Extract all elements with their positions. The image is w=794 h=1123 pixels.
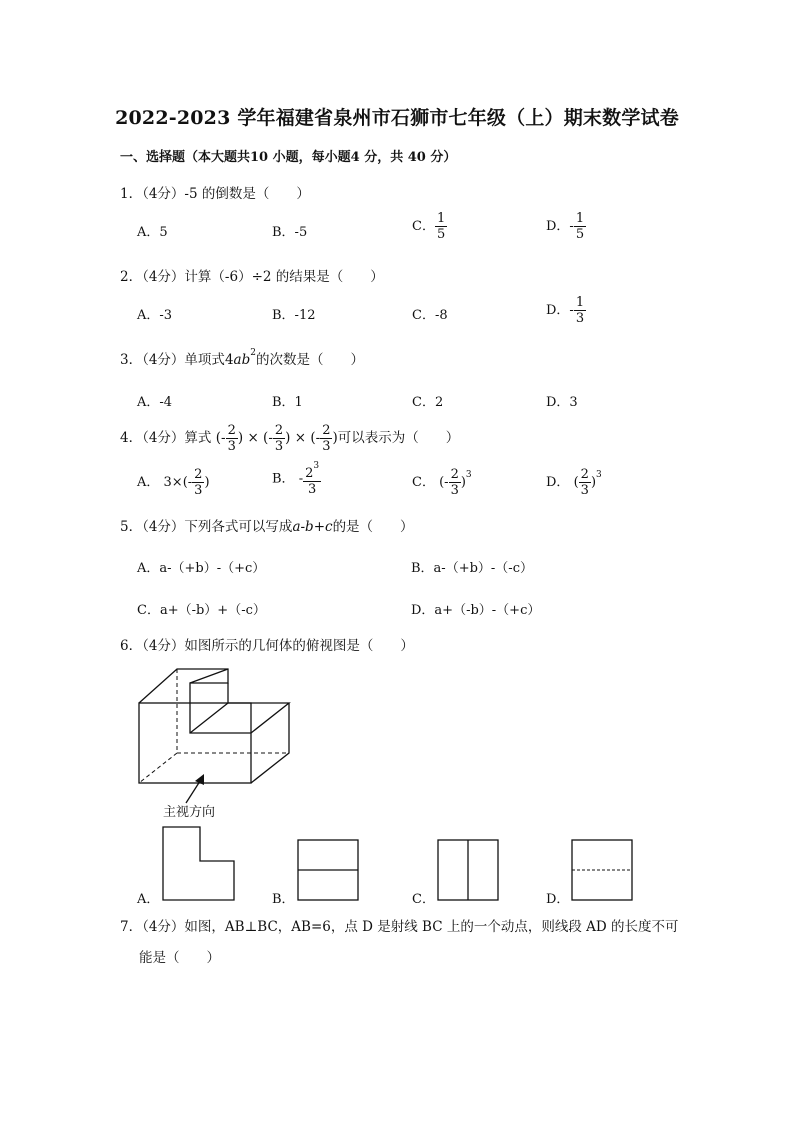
q4-stem-suffix: 可以表示为（ ） [337,430,460,446]
fraction-numerator: 1 [575,295,585,310]
q3-variables: ab [233,352,251,368]
fraction-denominator: 3 [580,483,589,498]
question-1-stem: 1．（4分）-5 的倒数是（ ） [120,186,310,202]
q2-option-b: B．-12 [272,308,316,323]
tall-top-edge [190,669,228,683]
fraction-denominator: 3 [450,483,459,498]
section-heading: 一、选择题（本大题共10 小题，每小题4 分，共 40 分） [120,150,457,165]
fraction-denominator: 5 [436,227,446,242]
question-5-stem [120,515,414,535]
fraction-denominator: 3 [227,439,236,454]
fraction-numerator: 2 [322,423,331,438]
fraction-denominator: 3 [274,439,284,454]
q2-option-a: A．-3 [137,308,173,323]
step-edge [190,703,228,733]
q4-option-d-label: D． [546,475,570,490]
q4-factor-3: (- $\frac{2}{3}$ ) [310,423,338,454]
q4-stem-prefix: 4．（4分）算式 [120,430,212,446]
exponent: 3 [596,470,602,480]
q3-stem-prefix: 3．（4分）单项式 [120,352,225,368]
hidden-edge-diagonal [139,753,177,783]
question-4-stem [120,424,459,453]
fraction-numerator: 2 [227,423,236,438]
fraction-numerator: 2 [450,467,459,482]
q4-option-a: A． 3×(- $\frac{2}{3}$ ) [137,467,210,498]
q4-option-a-prefix: 3× [163,475,183,490]
q6-option-b-figure [296,838,360,902]
low-top [228,683,289,733]
fraction-denominator: 3 [575,311,585,326]
fraction-denominator: 5 [575,227,585,242]
exponent: 3 [313,461,320,471]
q3-stem-suffix: 的次数是（ ） [255,352,364,368]
fraction-numerator: 2 [305,466,314,481]
times-sign: × [294,430,307,446]
q1-option-b: B．-5 [272,225,308,240]
q6-option-a-figure [160,826,238,902]
q6-option-a-label: A． [137,892,160,907]
times-sign: × [247,430,259,446]
exponent: 3 [465,470,472,480]
q1-option-d [546,212,586,241]
page-title: 2022-2023 学年福建省泉州市石狮市七年级（上）期末数学试卷 [115,107,679,129]
fraction-numerator: 1 [436,211,446,226]
fraction-numerator: 1 [575,211,585,226]
q1-option-c-label: C． [412,219,435,234]
q5-option-a: A．a-（+b）-（+c） [137,561,266,576]
fraction-numerator: 2 [580,467,589,482]
view-direction-label: 主视方向 [163,805,216,820]
q6-option-d-figure [570,838,634,902]
fraction-denominator: 3 [303,481,321,496]
q4-option-c-label: C． [412,475,435,490]
q4-factor-2: (- $\frac{2}{3}$ ) [263,423,291,454]
question-7-stem-line2: 能是（ ） [139,950,220,966]
q3-exponent: 2 [250,348,256,358]
q3-coefficient: 4 [224,352,234,368]
q6-option-c-label: C． [412,892,435,907]
question-2-stem: 2．（4分）计算（-6）÷2 的结果是（ ） [120,269,384,285]
q6-option-d-label: D． [546,892,570,907]
q1-option-c [412,212,447,241]
q5-option-c: C．a+（-b）+（-c） [137,603,266,618]
q5-option-d: D．a+（-b）-（+c） [411,603,541,618]
q1-option-a: A．5 [137,225,168,240]
fraction-numerator: 2 [194,467,203,482]
q3-option-a: A．-4 [137,395,173,410]
q2-option-d [546,296,586,325]
q2-option-c: C．-8 [412,308,448,323]
q6-option-c-figure [436,838,500,902]
q5-expression: a-b+c [292,519,333,535]
q6-option-b-label: B． [272,892,295,907]
q3-option-c: C．2 [412,395,444,410]
q4-option-c: C． (- $\frac{2}{3}$ )$^3$ [412,467,472,498]
fraction-denominator: 3 [322,439,331,454]
right-side [251,703,289,783]
question-7-stem-line1: 7．（4分）如图，AB⊥BC，AB=6，点 D 是射线 BC 上的一个动点，则线段 AD 的长度不可 [120,919,679,935]
q5-stem-suffix: 的是（ ） [332,519,414,535]
q4-option-d: D． ( $\frac{2}{3}$ )$^3$ [546,467,602,498]
q5-stem-prefix: 5．（4分）下列各式可以写成 [120,519,293,535]
q1-option-d-fraction [574,212,586,241]
q3-option-d: D．3 [546,395,578,410]
fraction-denominator: 3 [194,483,203,498]
question-3-stem [120,348,364,368]
q4-option-a-label: A． [137,475,160,490]
fraction-numerator: 2 [274,423,284,438]
q4-factor-1: (- $\frac{2}{3}$ ) [215,423,244,454]
q3-option-b: B．1 [272,395,303,410]
q1-option-d-label: D．- [546,219,574,234]
q5-option-b: B．a-（+b）-（-c） [411,561,533,576]
q2-option-d-label: D．- [546,303,574,318]
q4-option-b-label: B． [272,471,295,487]
q1-option-c-fraction [435,212,447,241]
step-front [190,703,251,733]
q2-option-d-fraction [574,296,586,325]
question-6-stem: 6．（4分）如图所示的几何体的俯视图是（ ） [120,638,414,654]
q4-option-b: B． - $\frac{2^3}{3}$ [272,461,320,497]
